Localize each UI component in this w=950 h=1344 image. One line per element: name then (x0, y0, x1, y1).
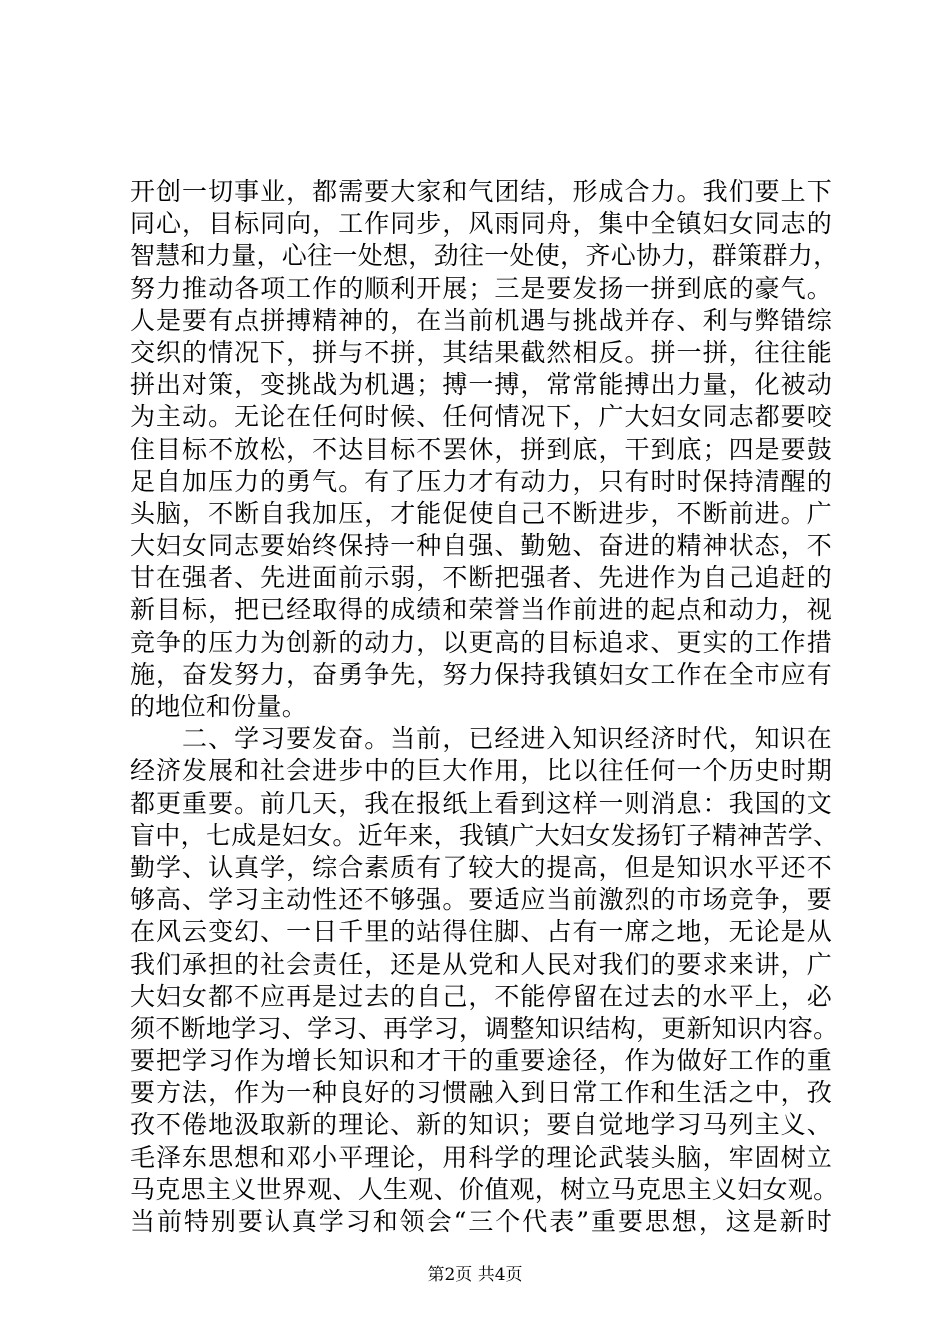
text-line: 的地位和份量。 (130, 692, 308, 721)
body-text (130, 176, 839, 1238)
text-line: 新目标，把已经取得的成绩和荣誉当作前进的起点和动力，视 (130, 595, 832, 625)
text-line: 大妇女同志要始终保持一种自强、勤勉、奋进的精神状态，不 (130, 531, 832, 561)
text-line: 人是要有点拼搏精神的，在当前机遇与挑战并存、利与弊错综 (130, 305, 832, 335)
text-line: 同心，目标同向，工作同步，风雨同舟，集中全镇妇女同志的 (130, 209, 832, 239)
text-line: 甘在强者、先进面前示弱，不断把强者、先进作为自己追赶的 (130, 563, 832, 593)
text-line: 拼出对策，变挑战为机遇；搏一搏，常常能搏出力量，化被动 (130, 370, 832, 400)
text-line: 须不断地学习、学习、再学习，调整知识结构，更新知识内容。 (130, 1013, 839, 1043)
page-number-footer: 第2页 共4页 (427, 1265, 523, 1285)
text-line: 孜不倦地汲取新的理论、新的知识；要自觉地学习马列主义、 (130, 1110, 832, 1140)
text-line: 大妇女都不应再是过去的自己，不能停留在过去的水平上，必 (130, 981, 832, 1011)
text-line: 施，奋发努力，奋勇争先，努力保持我镇妇女工作在全市应有 (130, 659, 832, 689)
text-line: 头脑，不断自我加压，才能促使自己不断进步，不断前进。广 (130, 498, 832, 528)
text-line: 要把学习作为增长知识和才干的重要途径，作为做好工作的重 (130, 1046, 832, 1076)
text-line: 我们承担的社会责任，还是从党和人民对我们的要求来讲，广 (130, 949, 832, 979)
text-line: 够高、学习主动性还不够强。要适应当前激烈的市场竞争，要 (130, 885, 832, 915)
text-line: 勤学、认真学，综合素质有了较大的提高，但是知识水平还不 (130, 852, 832, 882)
text-line: 足自加压力的勇气。有了压力才有动力，只有时时保持清醒的 (130, 466, 832, 496)
text-line: 住目标不放松，不达目标不罢休，拼到底，干到底；四是要鼓 (130, 434, 832, 464)
text-line: 竞争的压力为创新的动力，以更高的目标追求、更实的工作措 (130, 627, 832, 657)
text-line: 为主动。无论在任何时候、任何情况下，广大妇女同志都要咬 (130, 402, 832, 432)
text-line: 马克思主义世界观、人生观、价值观，树立马克思主义妇女观。 (130, 1174, 839, 1204)
text-line: 努力推动各项工作的顺利开展；三是要发扬一拼到底的豪气。 (130, 273, 832, 303)
text-line: 盲中，七成是妇女。近年来，我镇广大妇女发扬钉子精神苦学、 (130, 820, 839, 850)
text-line: 二、学习要发奋。当前，已经进入知识经济时代，知识在 (130, 724, 832, 754)
text-line: 在风云变幻、一日千里的站得住脚、占有一席之地，无论是从 (130, 917, 832, 947)
text-line: 经济发展和社会进步中的巨大作用，比以往任何一个历史时期 (130, 756, 832, 786)
text-line: 都更重要。前几天，我在报纸上看到这样一则消息：我国的文 (130, 788, 832, 818)
text-line: 开创一切事业，都需要大家和气团结，形成合力。我们要上下 (130, 177, 832, 206)
text-line: 要方法，作为一种良好的习惯融入到日常工作和生活之中，孜 (130, 1078, 832, 1108)
text-line: 毛泽东思想和邓小平理论，用科学的理论武装头脑，牢固树立 (130, 1142, 832, 1172)
text-line: 智慧和力量，心往一处想，劲往一处使，齐心协力，群策群力， (130, 241, 839, 271)
text-line: 当前特别要认真学习和领会“三个代表”重要思想，这是新时 (130, 1207, 832, 1236)
text-line: 交织的情况下，拼与不拼，其结果截然相反。拼一拼，往往能 (130, 337, 832, 367)
